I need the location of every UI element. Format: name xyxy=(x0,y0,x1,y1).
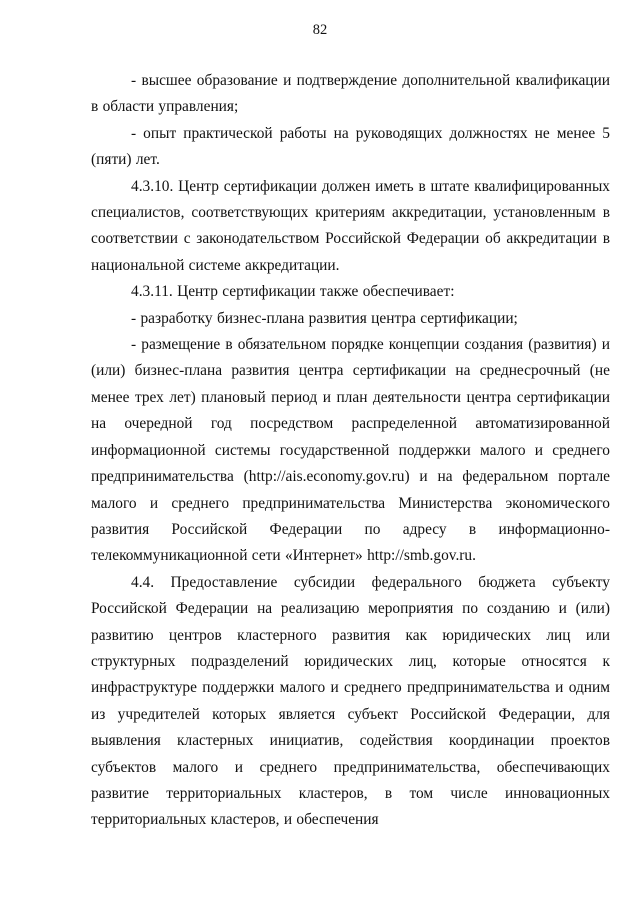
paragraph-work-experience: - опыт практической работы на руководящих должностях не менее 5 (пяти) лет. xyxy=(91,124,610,169)
document-body xyxy=(91,68,610,834)
paragraph-4-4: 4.4. Предоставление субсидии федерального бюджета субъекту Российской Федерации на реализацию мероприятия по созданию и (или) развитию центров кластерного развития как юридических лиц или структурных подразделений юридических лиц, которые относятся к инфраструктуре поддержки малого и среднего предпринимательства и одним из учредителей которых является субъект Российской Федерации, для выявления кластерных инициатив, содействия координации проектов субъектов малого и среднего предпринимательства, обеспечивающих развитие территориальных кластеров, в том числе инновационных территориальных кластеров, и обеспечения xyxy=(91,573,610,829)
paragraph-placement: - размещение в обязательном порядке концепции создания (развития) и (или) бизнес-плана развития центра сертификации на среднесрочный (не менее трех лет) плановый период и план деятельности центра сертификации на очередной год посредством распределенной автоматизированной информационной системы государственной поддержки малого и среднего предпринимательства (http://ais.economy.gov.ru) и на федеральном портале малого и среднего предпринимательства Министерства экономического развития Российской Федерации по адресу в информационно-телекоммуникационной сети «Интернет» http://smb.gov.ru. xyxy=(91,336,610,565)
page-number: 82 xyxy=(312,22,328,38)
paragraph-higher-education: - высшее образование и подтверждение дополнительной квалификации в области управления; xyxy=(91,72,610,116)
paragraph-4-3-11: 4.3.11. Центр сертификации также обеспечивает: xyxy=(131,283,455,301)
paragraph-business-plan: - разработку бизнес-плана развития центра сертификации; xyxy=(131,309,518,327)
paragraph-4-3-10: 4.3.10. Центр сертификации должен иметь в штате квалифицированных специалистов, соответствующих критериям аккредитации, установленным в соответствии с законодательством Российской Федерации об аккредитации в национальной системе аккредитации. xyxy=(91,177,610,274)
